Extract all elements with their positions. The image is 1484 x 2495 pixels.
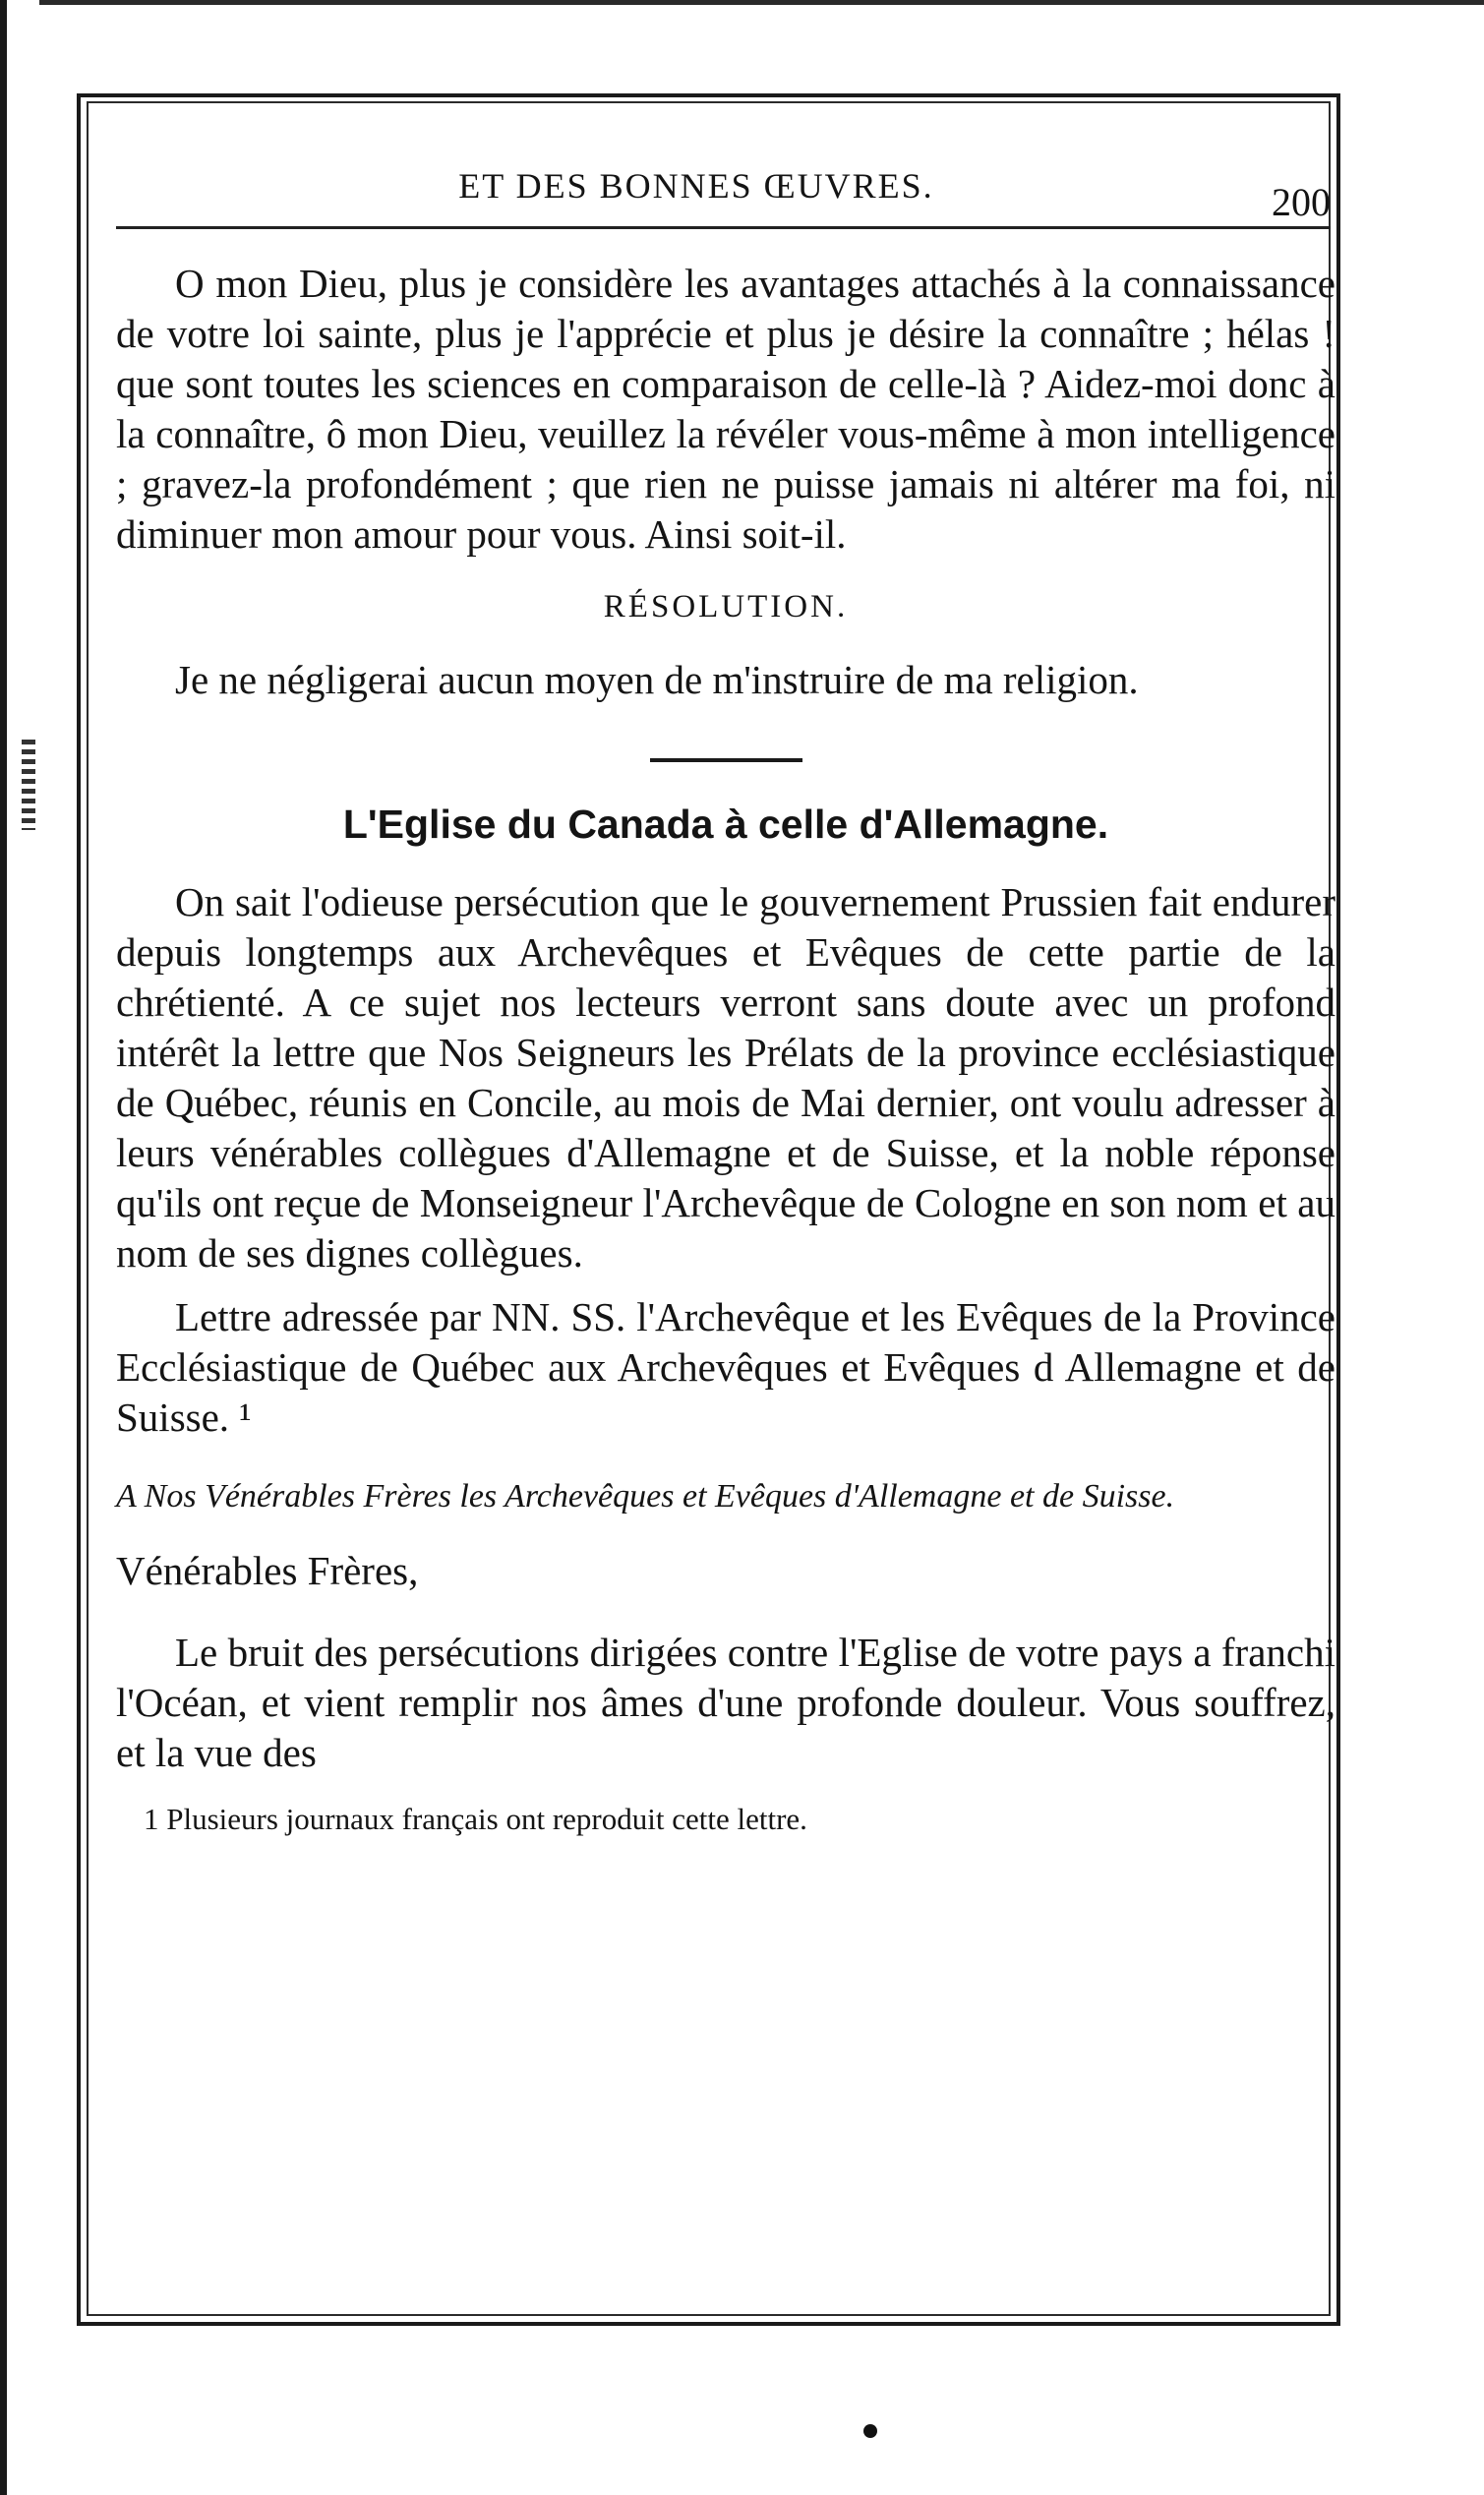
resolution-heading: RÉSOLUTION. xyxy=(603,589,849,624)
left-binding-rule xyxy=(0,0,7,2495)
resolution-paragraph: Je ne négligerai aucun moyen de m'instruire de ma religion. xyxy=(175,657,1139,702)
running-head xyxy=(116,138,1336,224)
letter-salutation: Vénérables Frères, xyxy=(116,1548,419,1593)
margin-stamp xyxy=(22,740,35,830)
prayer-paragraph: O mon Dieu, plus je considère les avantages attachés à la connaissance de votre loi sainte, plus je l'apprécie et plus je désire la connaître ; hélas ! que sont toutes les sciences en comparaison de celle-là ? Aidez-moi donc à la connaître, ô mon Dieu, veuillez la révéler vous-même à mon intelligence ; gravez-la profondément ; que rien ne puisse jamais ni altérer ma foi, ni diminuer mon amour pour vous. Ainsi soit-il. xyxy=(116,261,1336,557)
footnote: 1 Plusieurs journaux français ont reproduit cette lettre. xyxy=(144,1802,807,1836)
letter-caption: Lettre adressée par NN. SS. l'Archevêque et les Evêques de la Province Ecclésiastique de Québec aux Archevêques et Evêques d Allemagne et de Suisse. ¹ xyxy=(116,1294,1336,1440)
running-title: ET DES BONNES ŒUVRES. xyxy=(458,166,934,206)
section-divider xyxy=(650,758,802,762)
page-number: 200 xyxy=(1272,180,1331,224)
letter-address: A Nos Vénérables Frères les Archevêques et Evêques d'Allemagne et de Suisse. xyxy=(116,1478,1175,1515)
page-mark-dot xyxy=(863,2424,877,2438)
article-intro-paragraph: On sait l'odieuse persécution que le gouvernement Prussien fait endurer depuis longtemps aux Archevêques et Evêques de cette partie de la chrétienté. A ce sujet nos lecteurs verront sans doute avec un profond intérêt la lettre que Nos Seigneurs les Prélats de la province ecclésiastique de Québec, réunis en Concile, au mois de Mai dernier, ont voulu adresser à leurs vénérables collègues d'Allemagne et de Suisse, et la noble réponse qu'ils ont reçue de Monseigneur l'Archevêque de Cologne en son nom et au nom de ses dignes collègues. xyxy=(116,879,1336,1276)
header-rule xyxy=(116,226,1331,229)
page-content xyxy=(116,138,1336,1839)
letter-body-paragraph: Le bruit des persécutions dirigées contre l'Eglise de votre pays a franchi l'Océan, et vient remplir nos âmes d'une profonde douleur. Vous souffrez, et la vue des xyxy=(116,1630,1336,1775)
top-edge-rule xyxy=(39,0,1484,5)
article-title: L'Eglise du Canada à celle d'Allemagne. xyxy=(342,802,1109,847)
